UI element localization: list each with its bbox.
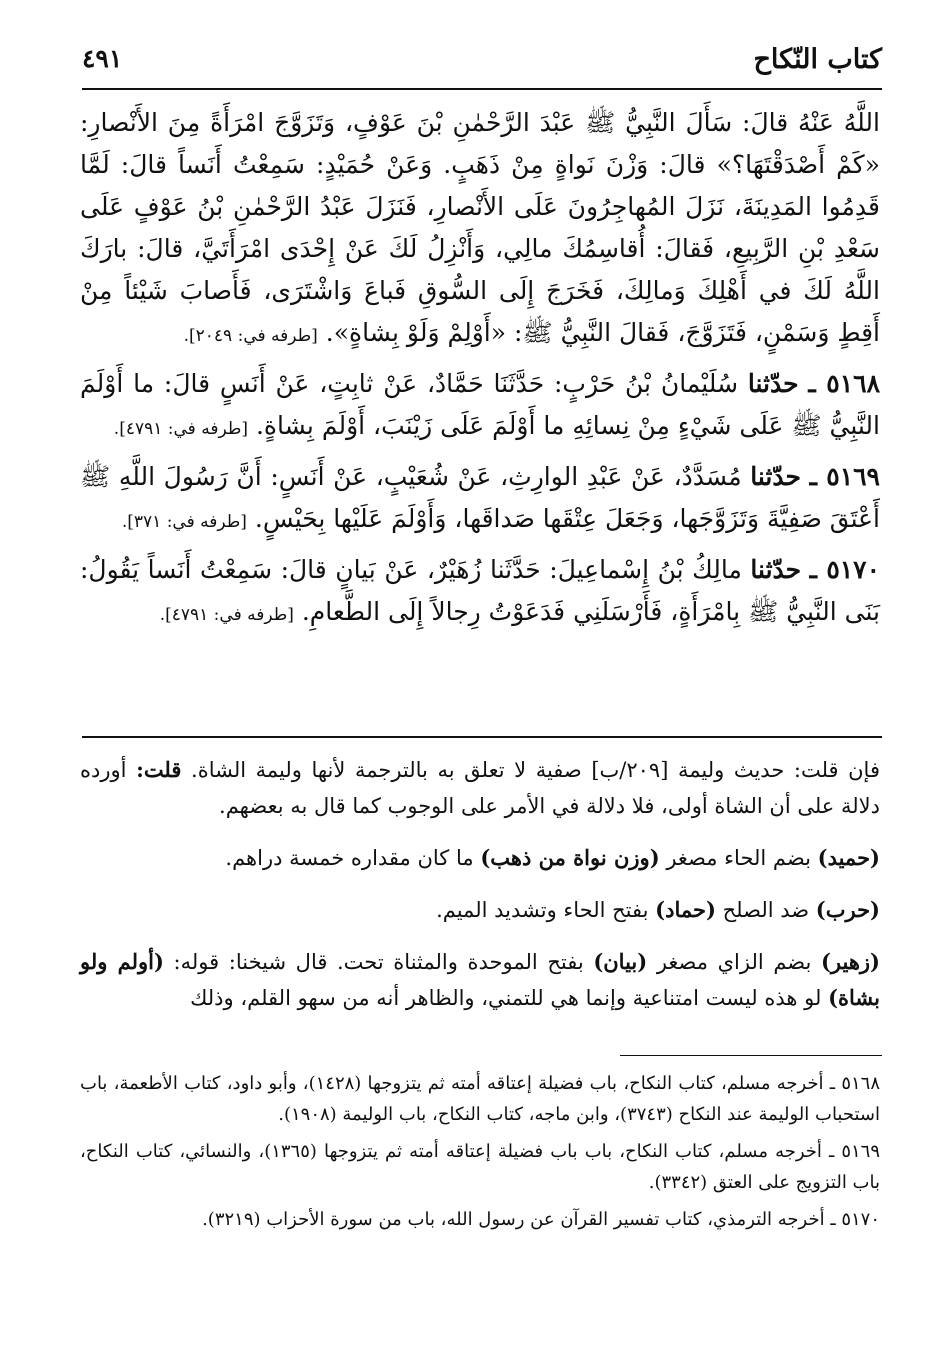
commentary-keyword: (بيان): [593, 949, 648, 974]
commentary-keyword: (حماد): [655, 897, 716, 922]
commentary-paragraph: [80, 944, 880, 1016]
page-header: [82, 40, 882, 84]
commentary-paragraph: [80, 892, 880, 928]
footnote: ٥١٦٨ ـ أخرجه مسلم، كتاب النكاح، باب فضيلة إعتاقه أمته ثم يتزوجها (١٤٢٨)، وأبو داود، كتاب الأطعمة، باب استحباب الوليمة عند النكاح (٣٧٤٣)، وابن ماجه، كتاب النكاح، باب الوليمة (١٩٠٨).: [80, 1073, 880, 1125]
hadith-body: مُسَدَّدٌ، عَنْ عَبْدِ الوارِثِ، عَنْ شُعَيْبٍ، عَنْ أَنَسٍ: أَنَّ رَسُولَ اللَّهِ ﷺ أَعْتَقَ صَفِيَّةَ وَتَزَوَّجَها، وَجَعَلَ عِتْقَها صَداقَها، وَأَوْلَمَ عَلَيْها بِحَيْسٍ.: [80, 462, 880, 533]
footnotes: [80, 1068, 880, 1241]
commentary-keyword: (حرب): [815, 897, 880, 922]
commentary-text: بضم الزاي مصغر: [656, 950, 812, 974]
commentary-keyword: (وزن نواة من ذهب): [480, 845, 660, 870]
commentary-text: ما كان مقداره خمسة دراهم.: [225, 846, 474, 870]
hadith-5170: [80, 549, 880, 636]
commentary-keyword: قلت:: [136, 757, 182, 782]
commentary: [80, 752, 880, 1016]
hadith-lead: حدّثنا: [750, 462, 801, 491]
commentary-text: ضد الصلح: [722, 898, 810, 922]
intro-text: اللَّهُ عَنْهُ قالَ: سَأَلَ النَّبِيُّ ﷺ عَبْدَ الرَّحْمٰنِ بْنَ عَوْفٍ، وَتَزَوَّجَ امْرَأَةً مِنَ الأَنْصارِ: «كَمْ أَصْدَقْتَهَا؟» قالَ: وَزْنَ نَواةٍ مِنْ ذَهَبٍ. وَعَنْ حُمَيْدٍ: سَمِعْتُ أَنَساً قالَ: لَمَّا قَدِمُوا المَدِينَةَ، نَزَلَ المُهاجِرُونَ عَلَى الأَنْصارِ، فَنَزَلَ عَبْدُ الرَّحْمٰنِ بْنُ عَوْفٍ عَلَى سَعْدِ بْنِ الرَّبِيعِ، فَقالَ: أُقاسِمُكَ مالِي، وَأَنْزِلُ لَكَ عَنْ إِحْدَى امْرَأَتَيَّ، قالَ: بارَكَ اللَّهُ لَكَ في أَهْلِكَ وَمالِكَ، فَخَرَجَ إِلَى السُّوقِ فَباعَ وَاشْتَرَى، فَأَصابَ شَيْئاً مِنْ أَقِطٍ وَسَمْنٍ، فَتَزَوَّجَ، فَقالَ النَّبِيُّ ﷺ: «أَوْلِمْ وَلَوْ بِشاةٍ».: [80, 108, 880, 347]
intro-ref: [طرفه في: ٢٠٤٩].: [183, 326, 318, 346]
hadith-body: سُلَيْمانُ بْنُ حَرْبٍ: حَدَّثَنَا حَمَّادٌ، عَنْ ثابِتٍ، عَنْ أَنَسٍ قالَ: ما أَوْلَمَ النَّبِيُّ ﷺ عَلَى شَيْءٍ مِنْ نِسائِهِ ما أَوْلَمَ عَلَى زَيْنَبَ، أَوْلَمَ بِشاةٍ.: [80, 369, 880, 440]
hadith-lead: حدّثنا: [747, 369, 799, 398]
header-rule: [82, 88, 882, 90]
footnote: ٥١٧٠ ـ أخرجه الترمذي، كتاب تفسير القرآن عن رسول الله، باب من سورة الأحزاب (٣٢١٩).: [202, 1209, 880, 1230]
commentary-text: أورده دلالة على أن الشاة أولى، فلا دلالة في الأمر على الوجوب كما قال به بعضهم.: [80, 758, 880, 818]
hadith-ref: [طرفه في: ٤٧٩١].: [159, 605, 294, 625]
hadith-text: [80, 102, 880, 636]
commentary-text: بفتح الحاء وتشديد الميم.: [436, 898, 649, 922]
hadith-ref: [طرفه في: ٤٧٩١].: [113, 419, 248, 439]
commentary-keyword: (حميد): [817, 845, 880, 870]
hadith-5169: [80, 456, 880, 543]
commentary-keyword: (زهير): [820, 949, 880, 974]
page-number: ٤٩١: [82, 44, 123, 73]
hadith-number: ٥١٧٠ ـ: [809, 555, 881, 584]
hadith-number: ٥١٦٩ ـ: [809, 462, 880, 491]
hadith-body: مالِكُ بْنُ إِسْماعِيلَ: حَدَّثَنا زُهَيْرٌ، عَنْ بَيانٍ قالَ: سَمِعْتُ أَنَساً يَقُولُ: بَنَى النَّبِيُّ ﷺ بِامْرَأَةٍ، فَأَرْسَلَنِي فَدَعَوْتُ رِجالاً إِلَى الطَّعامِ.: [80, 555, 880, 626]
footnote-rule: [620, 1055, 882, 1056]
commentary-keyword: (أولم ولو بشاة): [80, 949, 880, 1010]
commentary-paragraph: [80, 840, 880, 876]
chapter-title: كتاب النّكاح: [753, 44, 882, 75]
commentary-text: بضم الحاء مصغر: [666, 846, 811, 870]
footnote: ٥١٦٩ ـ أخرجه مسلم، كتاب النكاح، باب باب فضيلة إعتاقه أمته ثم يتزوجها (١٣٦٥)، والنسائي، كتاب النكاح، باب التزويج على العتق (٣٣٤٢).: [80, 1141, 880, 1193]
hadith-lead: حدّثنا: [750, 555, 802, 584]
commentary-text: فإن قلت: حديث وليمة [٢٠٩/ب] صفية لا تعلق به بالترجمة لأنها وليمة الشاة.: [191, 758, 880, 782]
commentary-rule: [82, 736, 882, 738]
intro-paragraph: [80, 102, 880, 357]
commentary-paragraph: [80, 752, 880, 824]
commentary-text: بفتح الموحدة والمثناة تحت. قال شيخنا: قوله:: [173, 950, 584, 974]
hadith-5168: [80, 363, 880, 450]
hadith-number: ٥١٦٨ ـ: [808, 369, 881, 398]
commentary-text: لو هذه ليست امتناعية وإنما هي للتمني، والظاهر أنه من سهو القلم، وذلك: [190, 986, 822, 1010]
hadith-ref: [طرفه في: ٣٧١].: [121, 512, 247, 532]
